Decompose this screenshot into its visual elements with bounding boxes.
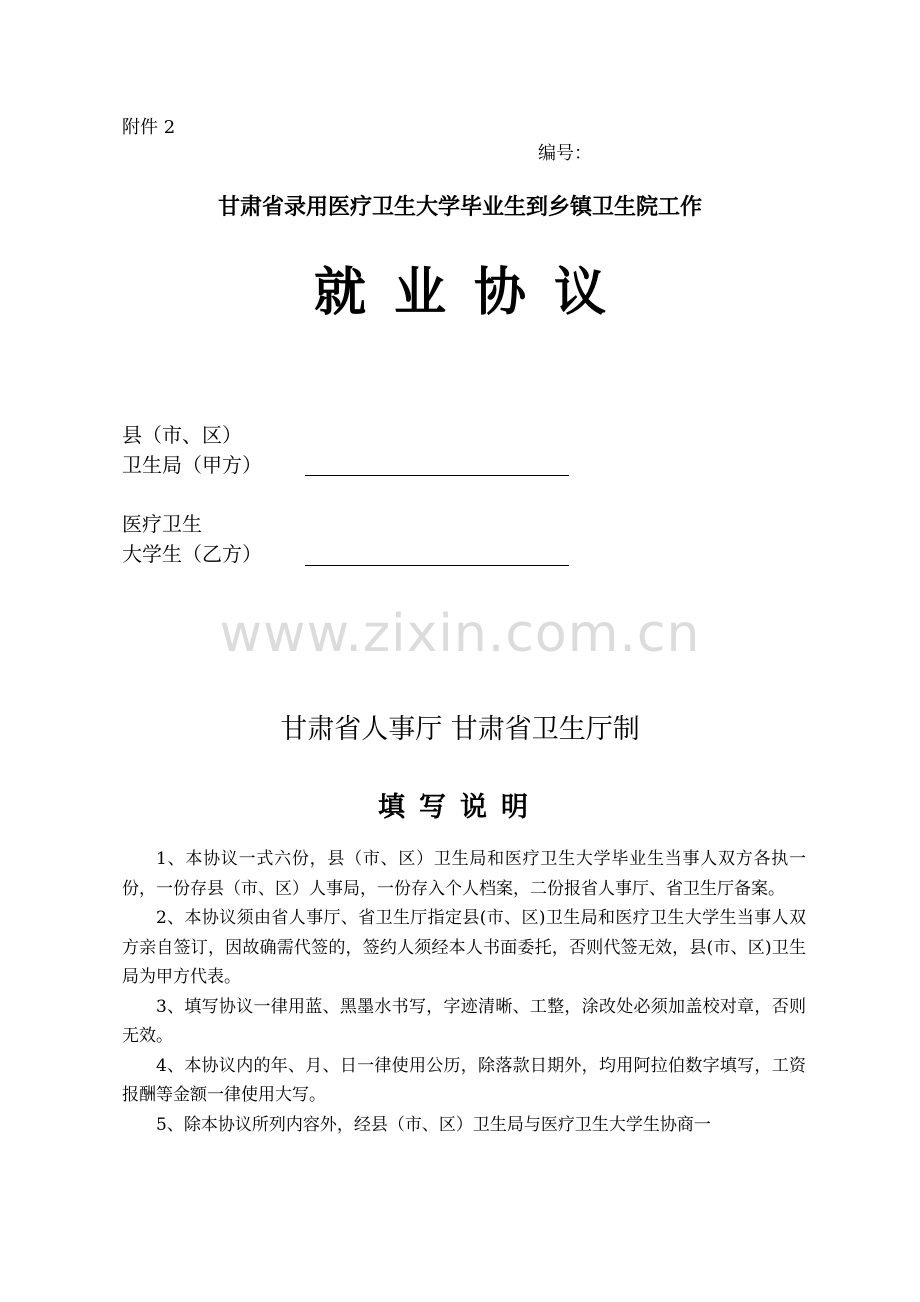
document-subtitle: 甘肃省录用医疗卫生大学毕业生到乡镇卫生院工作 [217,195,702,220]
instructions-body [122,845,806,1140]
party-b-input-line[interactable] [305,565,569,566]
instruction-item: 4、本协议内的年、月、日一律使用公历，除落款日期外，均用阿拉伯数字填写，工资报酬等金额一律使用大写。 [122,1055,806,1105]
party-a-label-line2: 卫生局（甲方） [122,453,262,477]
instructions-title: 填写说明 [378,792,542,823]
party-a-label-line1: 县（市、区） [122,423,242,447]
document-title: 就业协议 [313,263,634,323]
issuer-line: 甘肃省人事厅 甘肃省卫生厅制 [280,714,640,745]
party-a-input-line[interactable] [305,475,569,476]
party-a-field [122,420,262,480]
party-b-label-line2: 大学生（乙方） [122,542,262,566]
instruction-item: 5、除本协议所列内容外，经县（市、区）卫生局与医疗卫生大学生协商一 [156,1114,711,1135]
party-b-label-line1: 医疗卫生 [122,512,202,536]
instruction-item: 1、本协议一式六份，县（市、区）卫生局和医疗卫生大学毕业生当事人双方各执一份，一份存县（市、区）人事局，一份存入个人档案，二份报省人事厅、省卫生厅备案。 [122,849,806,899]
number-label: 编号： [538,143,592,164]
annex-label: 附件 2 [122,117,176,138]
instruction-item: 2、本协议须由省人事厅、省卫生厅指定县(市、区)卫生局和医疗卫生大学生当事人双方亲自签订，因故确需代签的，签约人须经本人书面委托，否则代签无效，县(市、区)卫生局为甲方代表。 [122,908,806,987]
party-b-field [122,509,262,569]
watermark: www.zixin.com.cn [219,604,701,664]
instruction-item: 3、填写协议一律用蓝、黑墨水书写，字迹清晰、工整，涂改处必须加盖校对章，否则无效。 [122,996,806,1046]
